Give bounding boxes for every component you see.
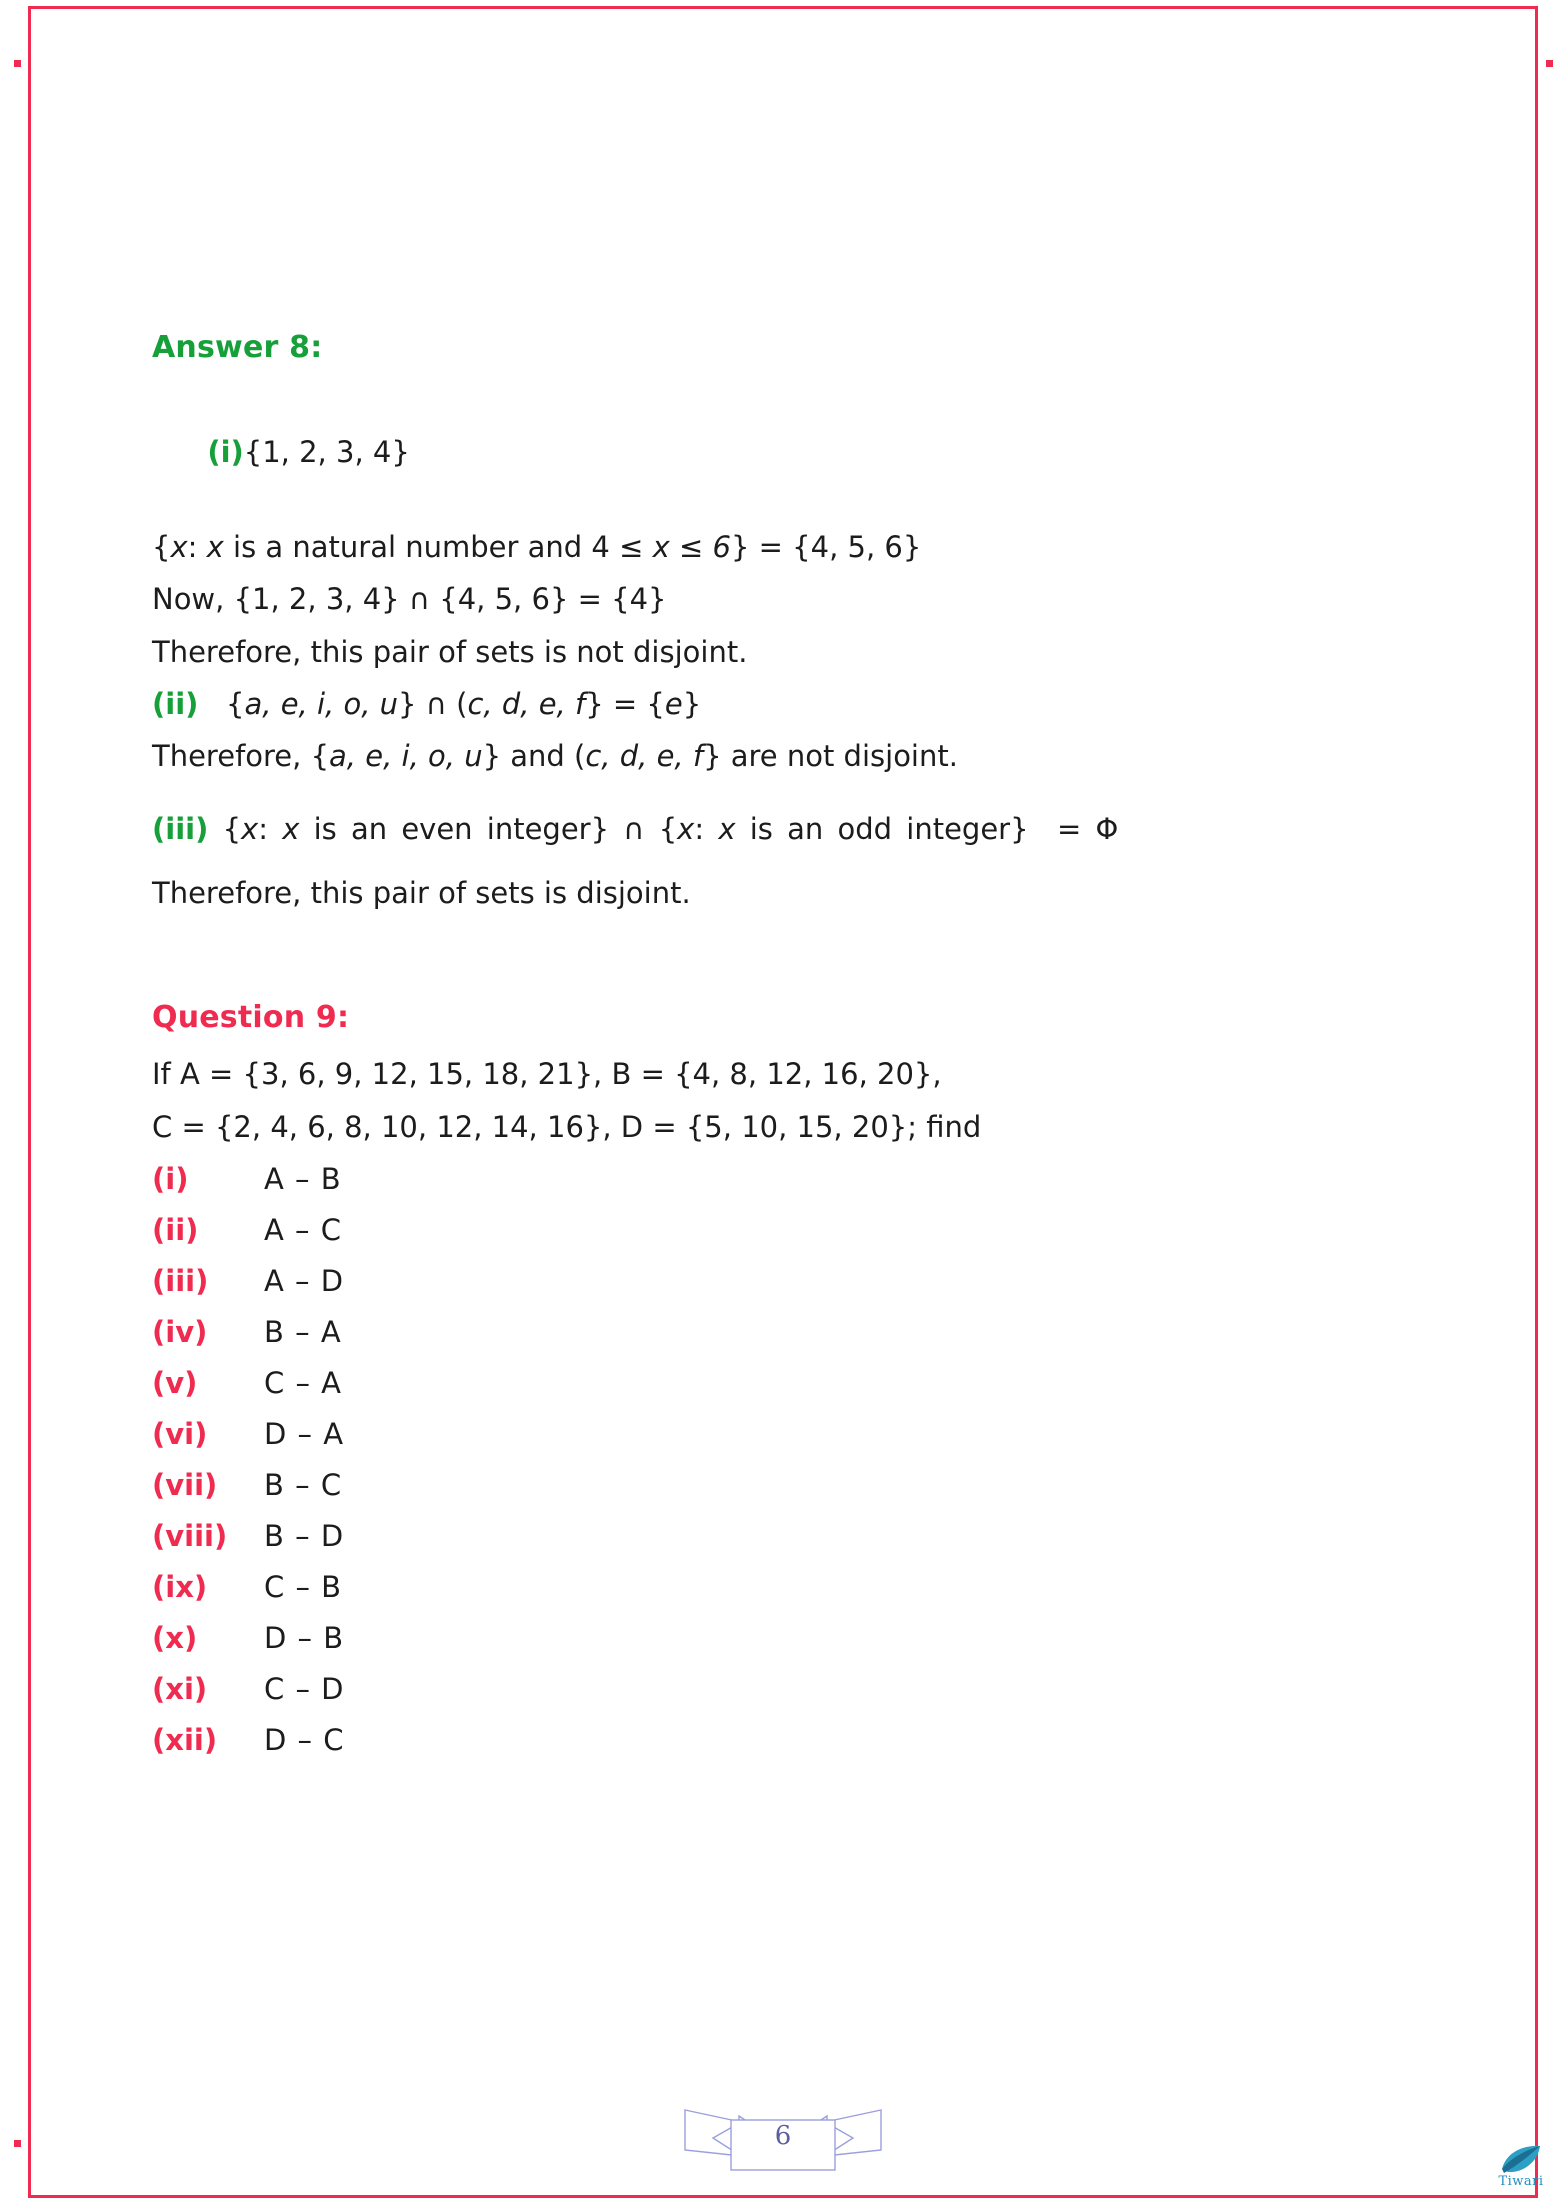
- item-iii-v4: x: [718, 811, 736, 846]
- answer-marker-i: (i): [207, 435, 244, 470]
- page-content: [152, 330, 1442, 1774]
- logo-text: Tiwari: [1498, 2174, 1544, 2189]
- question-subitem-marker: (i): [152, 1161, 189, 1196]
- question-subitem-expression: D – C: [264, 1722, 345, 1757]
- question-subitem-expression: B – A: [264, 1314, 342, 1349]
- question-subitems-list: [152, 1162, 1442, 1757]
- answer-heading: Answer 8:: [152, 330, 323, 365]
- set-builder-var2: x: [206, 529, 224, 564]
- therefore2-post: } are not disjoint.: [703, 739, 958, 774]
- page-number-label: 6: [774, 2121, 792, 2151]
- question-subitem: [152, 1315, 1442, 1349]
- question-subitem-expression: A – D: [264, 1263, 345, 1298]
- question-subitem: [152, 1213, 1442, 1247]
- item-iii-p4: :: [694, 811, 719, 846]
- question-subitem-marker: (x): [152, 1620, 198, 1655]
- item-ii-letters: c, d, e, f: [467, 686, 586, 721]
- question-subitem: [152, 1468, 1442, 1502]
- set-builder-part5: } = {4, 5, 6}: [731, 529, 922, 564]
- item-ii-mid: } ∩ (: [398, 686, 468, 721]
- item-iii-p1: {: [222, 811, 242, 846]
- answer-item-ii: [152, 683, 1442, 725]
- answer-item-i: [152, 389, 1442, 516]
- item-iii-p2: :: [258, 811, 283, 846]
- corner-mark-top-left: [14, 60, 21, 67]
- answer-set-builder-line: [152, 526, 1442, 568]
- question-subitem-marker: (xi): [152, 1671, 208, 1706]
- question-subitem-marker: (vii): [152, 1467, 218, 1502]
- question-given-line-2: C = {2, 4, 6, 8, 10, 12, 14, 16}, D = {5, 10, 15, 20}; find: [152, 1109, 982, 1144]
- question-subitem: [152, 1519, 1442, 1553]
- question-subitem-marker: (ii): [152, 1212, 199, 1247]
- question-subitem-expression: A – B: [264, 1161, 342, 1196]
- set-builder-part3: is a natural number and 4 ≤: [223, 529, 653, 564]
- item-iii-p6: = Φ: [1056, 811, 1119, 846]
- question-subitem-expression: A – C: [264, 1212, 343, 1247]
- question-subitem-expression: C – D: [264, 1671, 345, 1706]
- answer-marker-iii: (iii): [152, 811, 209, 846]
- question-subitem-expression: D – A: [264, 1416, 345, 1451]
- therefore2-set2: c, d, e, f: [585, 739, 704, 774]
- item-ii-vowels: a, e, i, o, u: [244, 686, 399, 721]
- tiwari-logo: [1489, 2143, 1553, 2201]
- question-subitem: [152, 1570, 1442, 1604]
- item-iii-v2: x: [282, 811, 300, 846]
- set-builder-var4: 6: [712, 529, 731, 564]
- answer-item-i-text: {1, 2, 3, 4}: [243, 435, 410, 470]
- question-subitem-expression: B – D: [264, 1518, 345, 1553]
- set-builder-part4: ≤: [669, 529, 713, 564]
- page-number-ribbon: [683, 2098, 883, 2174]
- set-builder-part2: :: [187, 529, 207, 564]
- answer-now-line: Now, {1, 2, 3, 4} ∩ {4, 5, 6} = {4}: [152, 582, 667, 617]
- item-iii-p3: is an even integer} ∩ {: [299, 811, 678, 846]
- question-subitem-expression: D – B: [264, 1620, 345, 1655]
- leaf-icon: [1498, 2143, 1544, 2177]
- item-ii-end: }: [682, 686, 702, 721]
- question-subitem: [152, 1366, 1442, 1400]
- item-ii-result: e: [664, 686, 683, 721]
- answer-item-iii: [152, 808, 1442, 850]
- spacer-before-item-iii: [152, 790, 1442, 808]
- therefore2-set1: a, e, i, o, u: [329, 739, 483, 774]
- question-subitem: [152, 1672, 1442, 1706]
- question-subitem-marker: (ix): [152, 1569, 208, 1604]
- corner-mark-bottom-left: [14, 2140, 21, 2147]
- question-subitem-expression: C – A: [264, 1365, 343, 1400]
- spacer-before-question-9: [152, 926, 1442, 1000]
- set-builder-var3: x: [652, 529, 670, 564]
- question-subitem-marker: (iv): [152, 1314, 208, 1349]
- item-iii-v3: x: [677, 811, 695, 846]
- question-subitem-marker: (v): [152, 1365, 198, 1400]
- corner-mark-top-right: [1546, 60, 1553, 67]
- question-subitem-marker: (viii): [152, 1518, 228, 1553]
- question-subitem-marker: (xii): [152, 1722, 218, 1757]
- therefore2-mid: } and (: [482, 739, 586, 774]
- question-heading: Question 9:: [152, 1000, 350, 1036]
- question-subitem: [152, 1417, 1442, 1451]
- item-ii-suffix: } = {: [585, 686, 665, 721]
- question-subitem: [152, 1621, 1442, 1655]
- question-subitem-marker: (iii): [152, 1263, 209, 1298]
- item-iii-v1: x: [241, 811, 259, 846]
- item-iii-p5: is an odd integer}: [735, 811, 1029, 846]
- item-ii-prefix: {: [226, 686, 245, 721]
- therefore2-pre: Therefore, {: [152, 739, 330, 774]
- answer-therefore-line-2: [152, 735, 1442, 777]
- answer-marker-ii: (ii): [152, 686, 199, 721]
- question-subitem: [152, 1723, 1442, 1757]
- set-builder-part1: {: [152, 529, 171, 564]
- answer-therefore-line-3: Therefore, this pair of sets is disjoint.: [152, 875, 691, 910]
- question-given-line-1: If A = {3, 6, 9, 12, 15, 18, 21}, B = {4, 8, 12, 16, 20},: [152, 1057, 942, 1092]
- question-subitem-expression: C – B: [264, 1569, 343, 1604]
- question-subitem-marker: (vi): [152, 1416, 208, 1451]
- question-subitem: [152, 1264, 1442, 1298]
- answer-therefore-line-1: Therefore, this pair of sets is not disjoint.: [152, 634, 748, 669]
- set-builder-var1: x: [170, 529, 188, 564]
- question-subitem: [152, 1162, 1442, 1196]
- question-subitem-expression: B – C: [264, 1467, 343, 1502]
